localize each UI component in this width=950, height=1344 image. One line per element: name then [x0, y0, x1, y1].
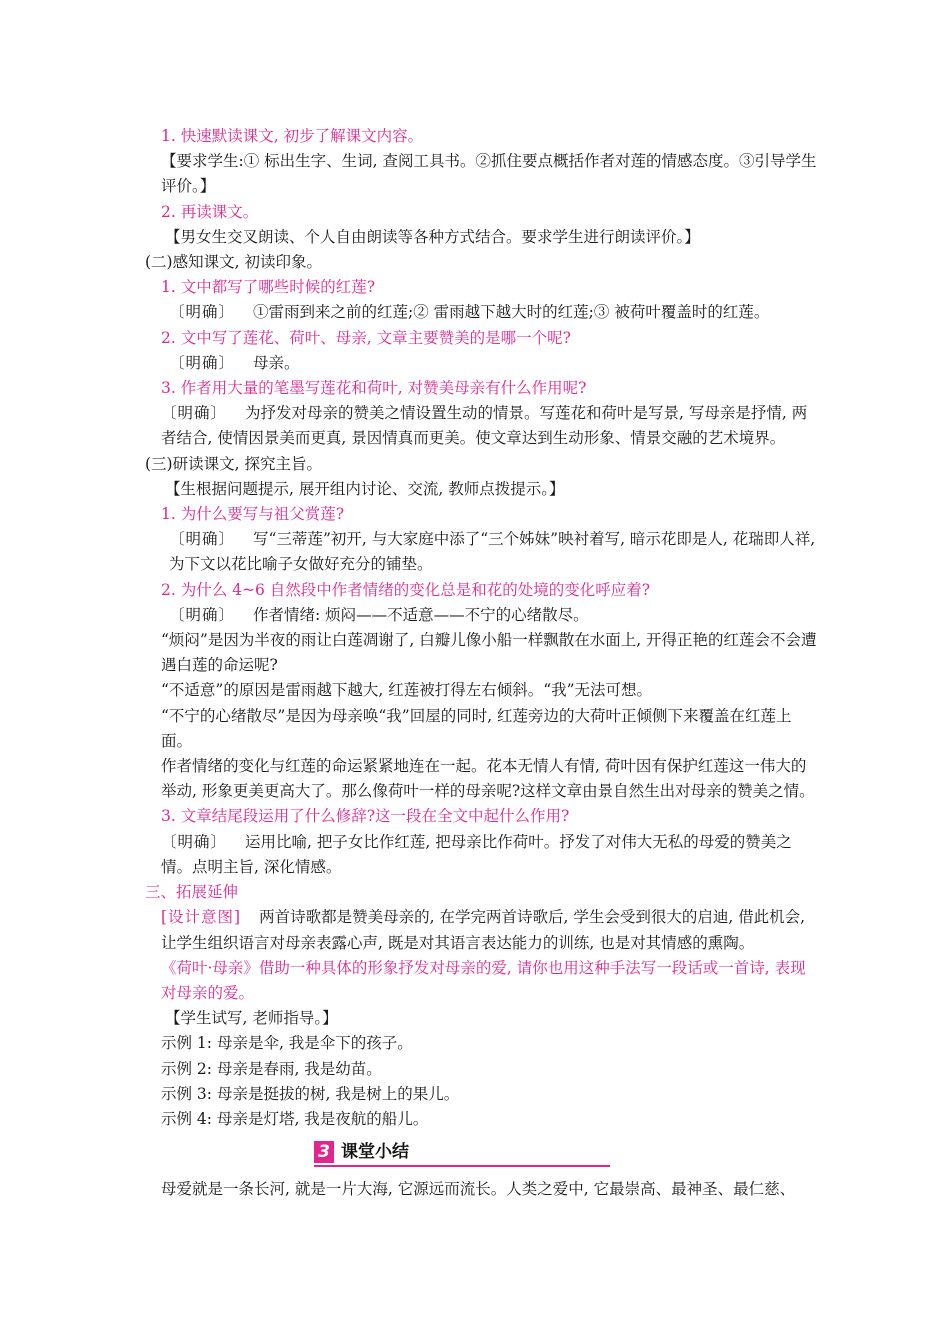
line-text: 1. 快速默读课文, 初步了解课文内容。	[161, 127, 424, 145]
answer-tag: [设计意图]	[161, 908, 242, 927]
line-text: 示例 1: 母亲是伞, 我是伞下的孩子。	[161, 1034, 413, 1053]
lesson-content	[145, 124, 817, 1202]
line-text: 示例 4: 母亲是灯塔, 我是夜航的船儿。	[161, 1109, 429, 1128]
text-line	[145, 880, 817, 905]
summary-text: 母爱就是一条长河, 就是一片大海, 它源远而流长。人类之爱中, 它最崇高、最神圣、最仁慈、	[161, 1180, 796, 1199]
section-title: 课堂小结	[341, 1142, 409, 1163]
text-line	[145, 225, 817, 250]
text-line	[145, 628, 817, 678]
line-text: 【生根据问题提示, 展开组内讨论、交流, 教师点拨提示。】	[165, 479, 565, 498]
text-line	[145, 578, 817, 603]
text-line	[145, 149, 817, 199]
text-line	[145, 830, 817, 880]
answer-tag: 〔明确〕	[161, 404, 228, 423]
section-underline	[314, 1165, 610, 1167]
text-line	[145, 452, 817, 477]
text-line	[145, 956, 817, 1006]
line-text: 1. 为什么要写与祖父赏莲?	[161, 505, 345, 524]
text-line	[145, 300, 817, 325]
text-line	[145, 704, 817, 754]
line-text: 三、拓展延伸	[145, 883, 239, 902]
text-line	[145, 351, 817, 376]
answer-tag: 〔明确〕	[169, 530, 236, 549]
text-line	[145, 1107, 817, 1132]
text-line	[145, 376, 817, 401]
section-header-class-summary	[145, 1137, 817, 1167]
line-text: 两首诗歌都是赞美母亲的, 在学完两首诗歌后, 学生会受到很大的启迪, 借此机会, 让学生组织语言对母亲表露心声, 既是对其语言表达能力的训练, 也是对其情感的熏陶。	[161, 908, 806, 952]
text-line	[145, 804, 817, 829]
section-number-badge: 3	[314, 1141, 334, 1163]
line-text: “不适意”的原因是雷雨越下越大, 红莲被打得左右倾斜。“我”无法可想。	[161, 681, 653, 700]
text-line	[145, 603, 817, 628]
line-text: 母亲。	[253, 353, 300, 372]
text-line	[145, 754, 817, 804]
answer-tag: 〔明确〕	[161, 832, 228, 851]
line-text: 2. 再读课文。	[161, 202, 259, 221]
line-text: 2. 为什么 4~6 自然段中作者情绪的变化总是和花的处境的变化呼应着?	[161, 580, 651, 599]
line-text: 2. 文中写了莲花、荷叶、母亲, 文章主要赞美的是哪一个呢?	[161, 328, 571, 347]
line-text: 3. 文章结尾段运用了什么修辞?这一段在全文中起什么作用?	[161, 807, 570, 826]
text-line	[145, 1006, 817, 1031]
line-text: 为抒发对母亲的赞美之情设置生动的情景。写莲花和荷叶是写景, 写母亲是抒情, 两者结合, 使情因景美而更真, 景因情真而更美。使文章达到生动形象、情景交融的艺术境界。	[161, 404, 808, 448]
text-line	[145, 326, 817, 351]
text-line	[145, 905, 817, 955]
line-text: 作者情绪: 烦闷——不适意——不宁的心绪散尽。	[253, 605, 589, 624]
line-text: 运用比喻, 把子女比作红莲, 把母亲比作荷叶。抒发了对伟大无私的母爱的赞美之情。点明主旨, 深化情感。	[161, 832, 792, 876]
line-text: 【学生试写, 老师指导。】	[165, 1009, 338, 1028]
line-text: 【男女生交叉朗读、个人自由朗读等各种方式结合。要求学生进行朗读评价。】	[165, 227, 700, 246]
text-line	[145, 124, 817, 149]
line-text: 写“三蒂莲”初开, 与大家庭中添了“三个姊妹”映衬着写, 暗示花即是人, 花瑞即人祥, 为下文以花比喻子女做好充分的铺垫。	[169, 530, 816, 574]
text-line	[145, 250, 817, 275]
answer-tag: 〔明确〕	[169, 303, 236, 322]
line-text: 3. 作者用大量的笔墨写莲花和荷叶, 对赞美母亲有什么作用呢?	[161, 379, 587, 398]
text-line	[145, 678, 817, 703]
line-text: 1. 文中都写了哪些时候的红莲?	[161, 278, 376, 297]
text-line	[145, 502, 817, 527]
text-line	[145, 275, 817, 300]
line-text: “不宁的心绪散尽”是因为母亲唤“我”回屋的同时, 红莲旁边的大荷叶正倾侧下来覆盖在红莲上面。	[161, 706, 792, 750]
line-text: 【要求学生:① 标出生字、生词, 查阅工具书。②抓住要点概括作者对莲的情感态度。③引导学生评价。】	[161, 152, 817, 196]
answer-tag: 〔明确〕	[169, 605, 236, 624]
line-text: (三)研读课文, 探究主旨。	[145, 454, 322, 473]
text-line	[145, 401, 817, 451]
line-text: 示例 2: 母亲是春雨, 我是幼苗。	[161, 1059, 382, 1078]
text-line	[145, 527, 817, 577]
text-line	[145, 477, 817, 502]
line-text: 作者情绪的变化与红莲的命运紧紧地连在一起。花本无情人有情, 荷叶因有保护红莲这一伟大的举动, 形象更美更高大了。那么像荷叶一样的母亲呢?这样文章由景自然生出对母亲的赞美之情。	[161, 757, 815, 801]
line-text: 《荷叶·母亲》借助一种具体的形象抒发对母亲的爱, 请你也用这种手法写一段话或一首诗, 表现对母亲的爱。	[161, 958, 806, 1002]
line-text: 示例 3: 母亲是挺拔的树, 我是树上的果儿。	[161, 1084, 460, 1103]
text-line	[145, 200, 817, 225]
text-line	[145, 1082, 817, 1107]
answer-tag: 〔明确〕	[169, 353, 236, 372]
text-line	[145, 1057, 817, 1082]
line-text: “烦闷”是因为半夜的雨让白莲凋谢了, 白瓣儿像小船一样飘散在水面上, 开得正艳的红莲会不会遭遇白莲的命运呢?	[161, 631, 817, 675]
line-text: (二)感知课文, 初读印象。	[145, 253, 322, 272]
text-line	[145, 1031, 817, 1056]
line-text: ①雷雨到来之前的红莲;② 雷雨越下越大时的红莲;③ 被荷叶覆盖时的红莲。	[253, 303, 770, 322]
